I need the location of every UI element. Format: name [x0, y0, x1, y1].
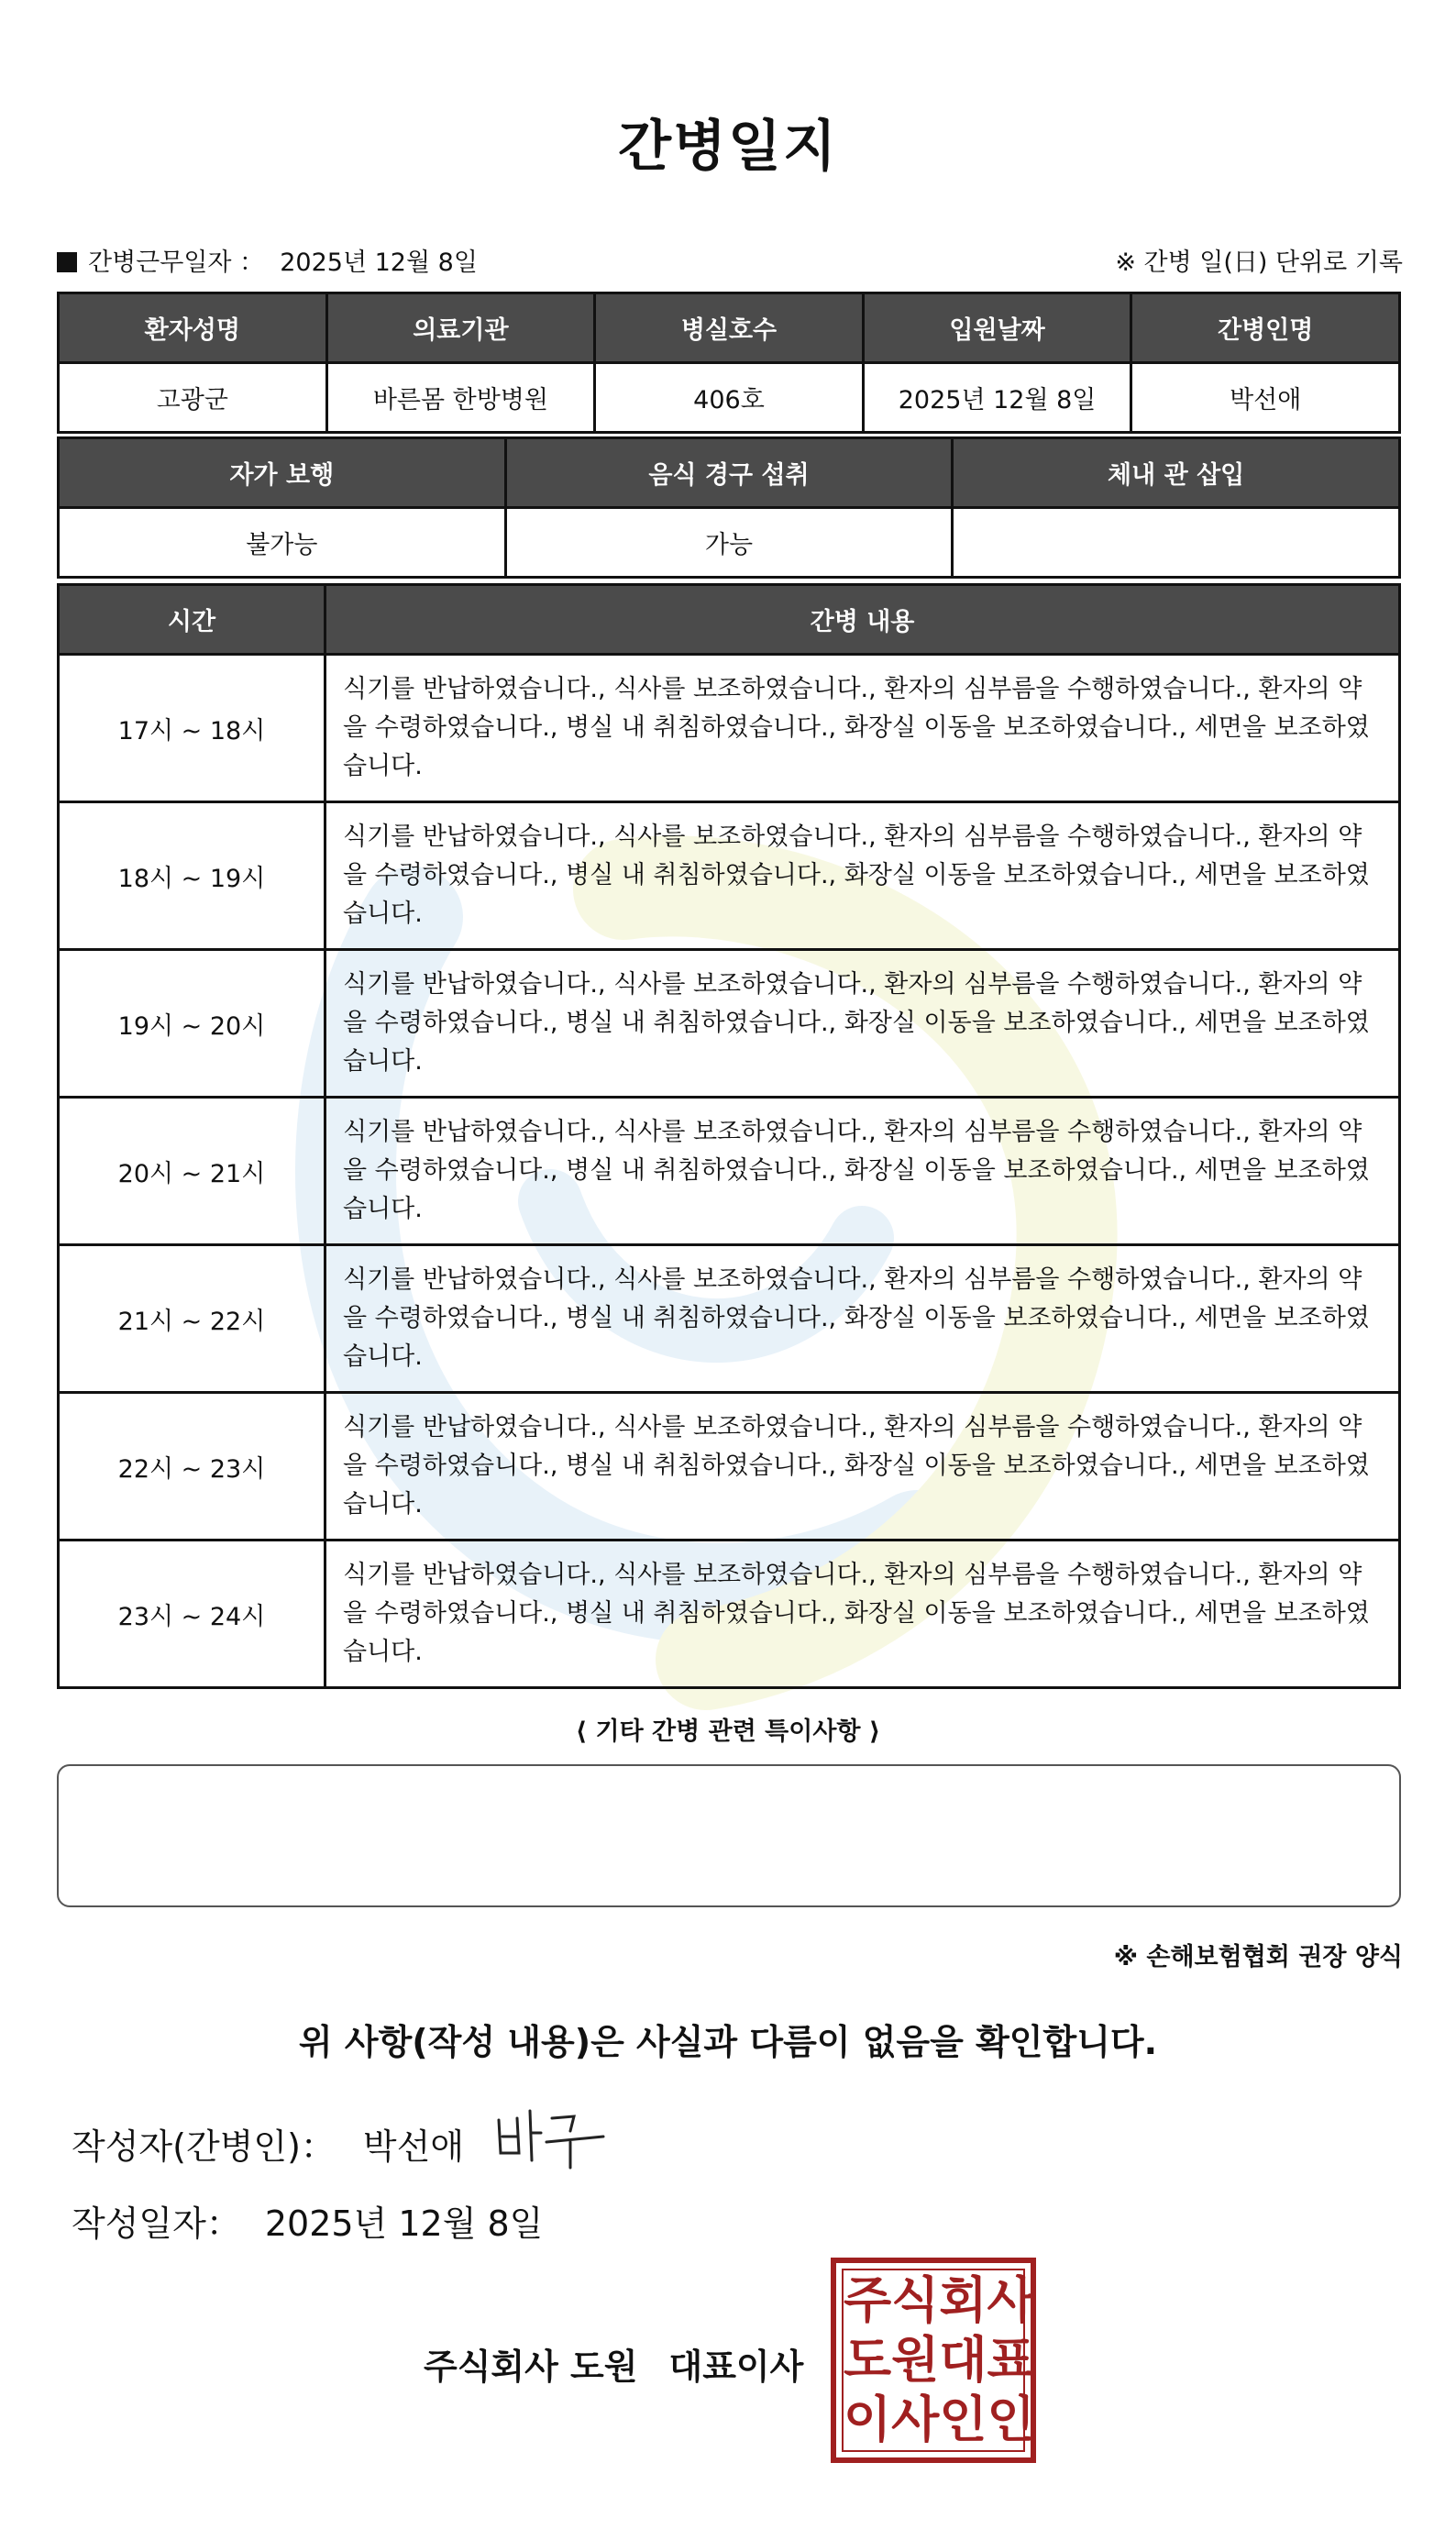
remarks-title: ⟨ 기타 간병 관련 특이사항 ⟩: [575, 1717, 881, 1746]
status-header: 음식 경구 섭취: [505, 438, 953, 508]
caregiver-name: 박선애: [1131, 363, 1400, 433]
seal-char: 표: [987, 2330, 1035, 2389]
company-name: 주식회사 도원: [424, 2347, 638, 2387]
time-cell: 20시 ~ 21시: [59, 1098, 325, 1245]
company-seal: [831, 2258, 1036, 2463]
seal-char: 사: [987, 2270, 1035, 2329]
table-row: [59, 1098, 1400, 1245]
seal-char: 인: [987, 2391, 1035, 2449]
seal-char: 도: [844, 2330, 892, 2389]
representative-title: 대표이사: [668, 2347, 804, 2387]
seal-char: 원: [891, 2330, 940, 2389]
content-cell: 식기를 반납하였습니다., 식사를 보조하였습니다., 환자의 심부름을 수행하였습니다., 환자의 약을 수령하였습니다., 병실 내 취침하였습니다., 화장실 이동을 보조하였습니다., 세면을 보조하였습니다.: [325, 802, 1400, 950]
content-cell: 식기를 반납하였습니다., 식사를 보조하였습니다., 환자의 심부름을 수행하였습니다., 환자의 약을 수령하였습니다., 병실 내 취침하였습니다., 화장실 이동을 보조하였습니다., 세면을 보조하였습니다.: [325, 950, 1400, 1098]
info-header: 의료기관: [326, 293, 595, 363]
unit-note: ※ 간병 일(日) 단위로 기록: [1115, 248, 1403, 277]
status-header: 체내 관 삽입: [953, 438, 1400, 508]
seal-char: 식: [891, 2270, 940, 2329]
time-cell: 17시 ~ 18시: [59, 655, 325, 802]
admission-date: 2025년 12월 8일: [863, 363, 1131, 433]
writer-label: 작성자(간병인)：: [72, 2126, 336, 2167]
seal-char: 대: [939, 2330, 987, 2389]
info-header: 간병인명: [1131, 293, 1400, 363]
written-date-value: 2025년 12월 8일: [264, 2203, 544, 2244]
seal-char: 사: [891, 2391, 940, 2449]
care-table: [57, 583, 1401, 1689]
table-row: [59, 655, 1400, 802]
work-date-line: [57, 242, 478, 278]
written-date-label: 작성일자：: [72, 2203, 241, 2244]
content-cell: 식기를 반납하였습니다., 식사를 보조하였습니다., 환자의 심부름을 수행하였습니다., 환자의 약을 수령하였습니다., 병실 내 취침하였습니다., 화장실 이동을 보조하였습니다., 세면을 보조하였습니다.: [325, 655, 1400, 802]
work-date-value: 2025년 12월 8일: [280, 248, 478, 277]
seal-char: 인: [939, 2391, 987, 2449]
time-cell: 23시 ~ 24시: [59, 1541, 325, 1688]
walking-status: 불가능: [59, 508, 506, 578]
confirmation-statement: 위 사항(작성 내용)은 사실과 다름이 없음을 확인합니다.: [298, 2022, 1158, 2062]
recommendation-note: ※ 손해보험협회 권장 양식: [1113, 1943, 1403, 1971]
page-title: 간병일지: [618, 115, 838, 179]
seal-char: 회: [939, 2270, 987, 2329]
time-cell: 19시 ~ 20시: [59, 950, 325, 1098]
seal-char: 이: [844, 2391, 892, 2449]
info-table: [57, 292, 1401, 434]
table-row: [59, 802, 1400, 950]
tube-insertion-status: [953, 508, 1400, 578]
time-header: 시간: [59, 585, 325, 655]
seal-char: 주: [844, 2270, 892, 2329]
square-bullet-icon: [57, 252, 77, 272]
status-table: [57, 436, 1401, 579]
content-cell: 식기를 반납하였습니다., 식사를 보조하였습니다., 환자의 심부름을 수행하였습니다., 환자의 약을 수령하였습니다., 병실 내 취침하였습니다., 화장실 이동을 보조하였습니다., 세면을 보조하였습니다.: [325, 1541, 1400, 1688]
oral-intake-status: 가능: [505, 508, 953, 578]
writer-line: [72, 2118, 464, 2169]
info-header: 환자성명: [59, 293, 327, 363]
info-header: 병실호수: [595, 293, 864, 363]
time-cell: 21시 ~ 22시: [59, 1245, 325, 1393]
work-date-label: 간병근무일자 ：: [88, 248, 265, 277]
company-signature-line: [424, 2338, 803, 2389]
room-number: 406호: [595, 363, 864, 433]
content-cell: 식기를 반납하였습니다., 식사를 보조하였습니다., 환자의 심부름을 수행하였습니다., 환자의 약을 수령하였습니다., 병실 내 취침하였습니다., 화장실 이동을 보조하였습니다., 세면을 보조하였습니다.: [325, 1245, 1400, 1393]
written-date-line: [72, 2195, 543, 2246]
table-row: [59, 1245, 1400, 1393]
table-row: [59, 950, 1400, 1098]
content-cell: 식기를 반납하였습니다., 식사를 보조하였습니다., 환자의 심부름을 수행하였습니다., 환자의 약을 수령하였습니다., 병실 내 취침하였습니다., 화장실 이동을 보조하였습니다., 세면을 보조하였습니다.: [325, 1098, 1400, 1245]
remarks-box: [57, 1764, 1401, 1907]
handwritten-signature: [491, 2100, 611, 2173]
table-row: [59, 1393, 1400, 1541]
content-cell: 식기를 반납하였습니다., 식사를 보조하였습니다., 환자의 심부름을 수행하였습니다., 환자의 약을 수령하였습니다., 병실 내 취침하였습니다., 화장실 이동을 보조하였습니다., 세면을 보조하였습니다.: [325, 1393, 1400, 1541]
hospital-name: 바른몸 한방병원: [326, 363, 595, 433]
writer-name: 박선애: [362, 2126, 465, 2167]
table-row: [59, 1541, 1400, 1688]
content-header: 간병 내용: [325, 585, 1400, 655]
time-cell: 22시 ~ 23시: [59, 1393, 325, 1541]
status-header: 자가 보행: [59, 438, 506, 508]
patient-name: 고광군: [59, 363, 327, 433]
seal-grid: [842, 2269, 1035, 2452]
time-cell: 18시 ~ 19시: [59, 802, 325, 950]
info-header: 입원날짜: [863, 293, 1131, 363]
